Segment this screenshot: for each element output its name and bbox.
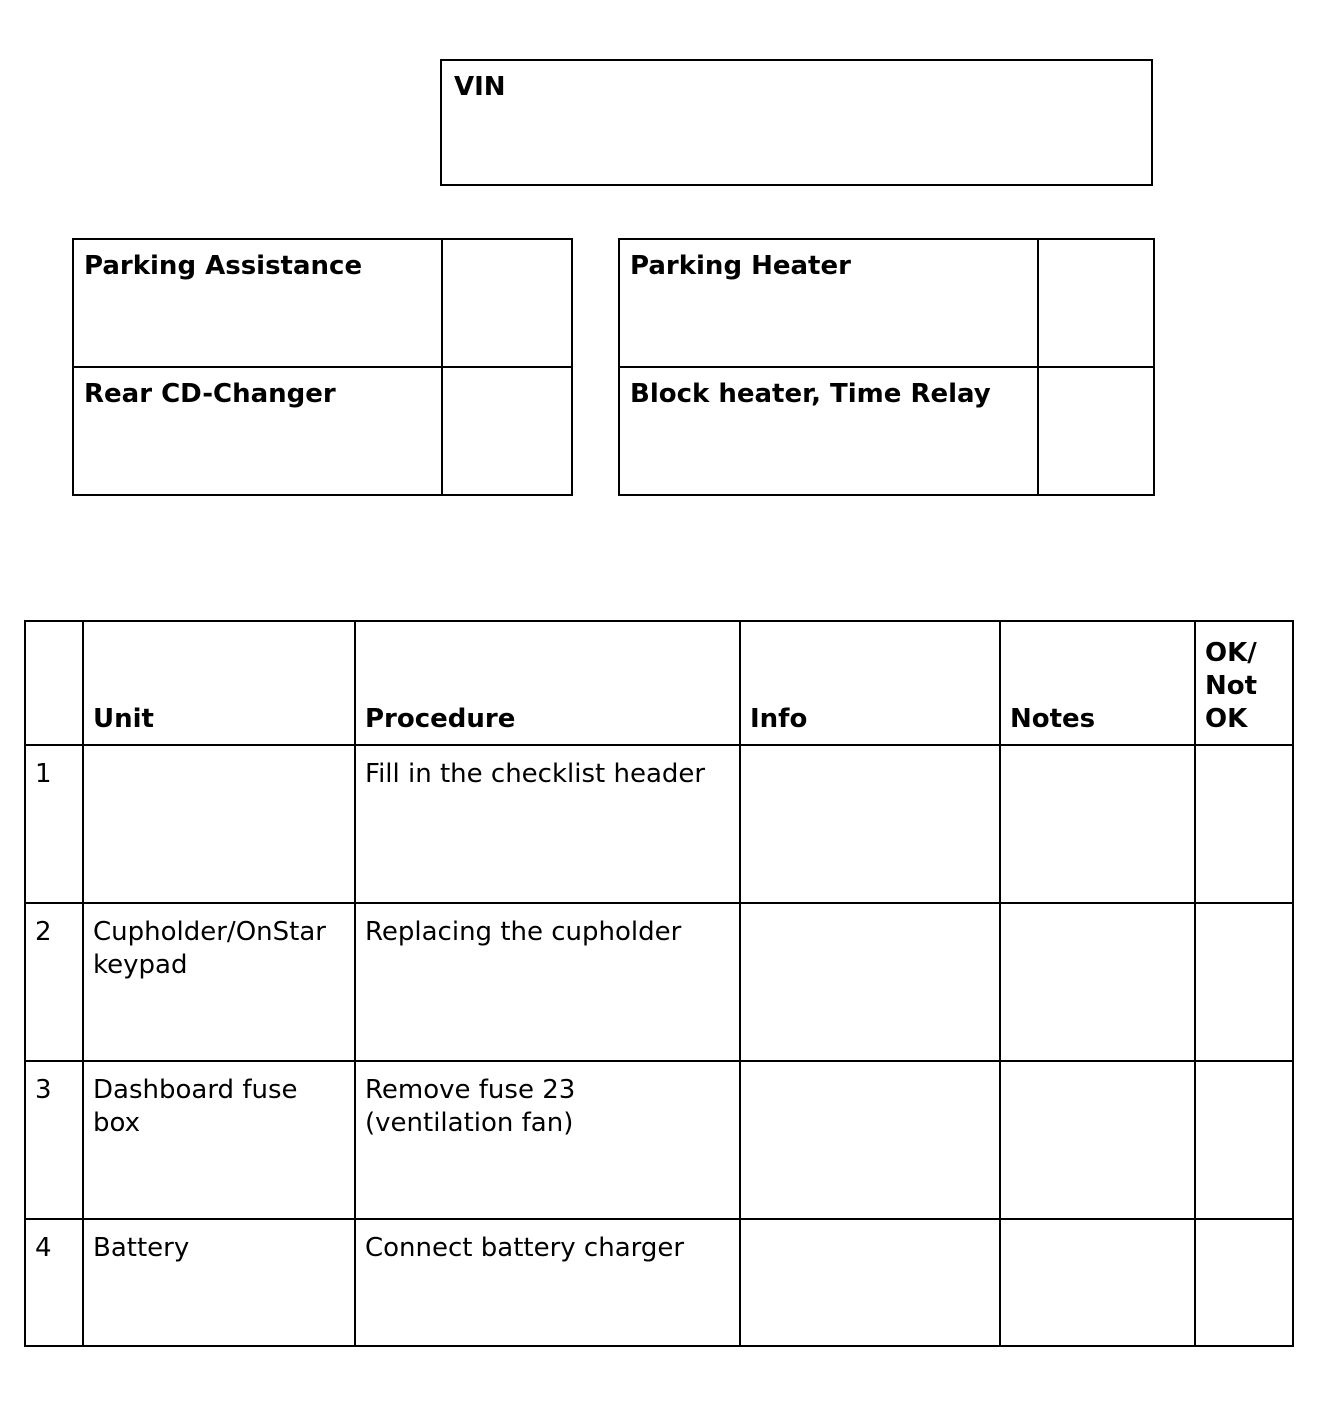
row-status[interactable] [1195,745,1293,903]
row-unit: Battery [83,1219,355,1346]
header-info: Info [740,621,1000,745]
row-status[interactable] [1195,1219,1293,1346]
header-number [25,621,83,745]
row-info[interactable] [740,745,1000,903]
table-row [25,1219,1293,1346]
table-row [25,745,1293,903]
row-procedure: Replacing the cupholder [355,903,740,1061]
checklist-header-row [25,621,1293,745]
vin-field[interactable] [440,59,1153,186]
row-info[interactable] [740,1219,1000,1346]
block-heater-label: Block heater, Time Relay [619,367,1038,495]
rear-cd-changer-label: Rear CD-Changer [73,367,442,495]
row-info[interactable] [740,1061,1000,1219]
parking-heater-label: Parking Heater [619,239,1038,367]
parking-assistance-checkbox[interactable] [442,239,572,367]
row-notes[interactable] [1000,1219,1195,1346]
row-unit: Cupholder/OnStar keypad [83,903,355,1061]
row-notes[interactable] [1000,1061,1195,1219]
options-table-left [72,238,573,496]
block-heater-checkbox[interactable] [1038,367,1154,495]
row-notes[interactable] [1000,903,1195,1061]
row-procedure: Connect battery charger [355,1219,740,1346]
options-table-right [618,238,1155,496]
header-unit: Unit [83,621,355,745]
checklist-table [24,620,1294,1347]
row-number: 3 [25,1061,83,1219]
row-number: 2 [25,903,83,1061]
row-procedure: Remove fuse 23 (ventilation fan) [355,1061,740,1219]
row-number: 4 [25,1219,83,1346]
table-row [25,903,1293,1061]
parking-heater-checkbox[interactable] [1038,239,1154,367]
row-notes[interactable] [1000,745,1195,903]
row-number: 1 [25,745,83,903]
header-notes: Notes [1000,621,1195,745]
row-unit: Dashboard fuse box [83,1061,355,1219]
row-procedure: Fill in the checklist header [355,745,740,903]
table-row [25,1061,1293,1219]
row-status[interactable] [1195,903,1293,1061]
row-info[interactable] [740,903,1000,1061]
rear-cd-changer-checkbox[interactable] [442,367,572,495]
header-procedure: Procedure [355,621,740,745]
row-status[interactable] [1195,1061,1293,1219]
header-ok-not-ok: OK/ Not OK [1195,621,1293,745]
parking-assistance-label: Parking Assistance [73,239,442,367]
vin-label: VIN [454,72,506,102]
row-unit [83,745,355,903]
